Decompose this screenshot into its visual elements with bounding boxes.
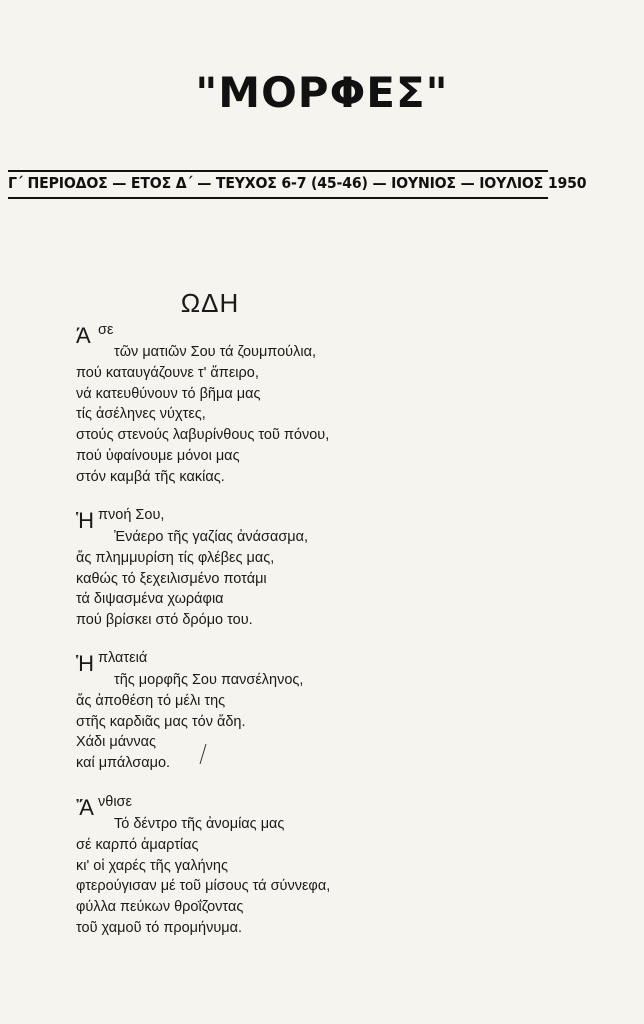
stanza-1 [76,320,476,488]
stanza-first-row [76,320,476,348]
stanza-4 [76,792,476,939]
stanza-2 [76,505,476,631]
poem-line: φύλλα πεύκων θροΐζοντας [76,899,244,916]
poem-line: πού βρίσκει στό δρόμο του. [76,612,253,629]
drop-cap: Ἄ [76,795,94,820]
poem-line: τίς ἀσέληνες νύχτες, [76,406,206,423]
pen-mark [198,742,208,766]
poem-line: στόν καμβά τῆς κακίας. [76,468,225,485]
poem-line: στούς στενούς λαβυρίνθους τοῦ πόνου, [76,427,330,444]
drop-cap: Ἡ [76,651,95,676]
stanza-first-row [76,792,476,820]
first-word: σε [98,322,114,338]
poem-line: πού καταυγάζουνε τ' ἄπειρο, [76,364,259,381]
poem-line: τῶν ματιῶν Σου τά ζουμπούλια, [114,344,316,360]
poem-line: καί μπάλσαμο. [76,755,171,772]
stanza-3 [76,648,476,774]
drop-cap: Ά [76,323,91,348]
poem-line: τά διψασμένα χωράφια [76,591,224,608]
poem-line: φτερούγισαν μέ τοῦ μίσους τά σύννεφα, [76,878,331,895]
stanza-first-row [76,648,476,676]
bottom-rule [8,197,548,199]
poem-line: τοῦ χαμοῦ τό προμήνυμα. [76,919,243,936]
poem-line: τῆς μορφῆς Σου πανσέληνος, [114,672,304,688]
poem-line: Χάδι μάννας [76,734,156,751]
poem-line: κι' οἱ χαρές τῆς γαλήνης [76,857,228,874]
masthead: "ΜΟΡΦΕΣ" [195,68,449,117]
poem-line: πού ὑφαίνουμε μόνοι μας [76,447,240,464]
first-word: πνοή Σου, [98,507,165,523]
poem-line: στῆς καρδιᾶς μας τόν ἄδη. [76,713,246,730]
stanza-first-row [76,505,476,533]
poem-line: νά κατευθύνουν τό βῆμα μας [76,385,261,402]
poem-line: καθώς τό ξεχειλισμένο ποτάμι [76,570,267,587]
first-word: νθισε [98,794,132,810]
poem-line: ἄς ἀποθέση τό μέλι της [76,692,226,709]
issue-line: Γ΄ ΠΕΡΙΟΔΟΣ — ΕΤΟΣ Δ΄ — ΤΕΥΧΟΣ 6-7 (45-46) — ΙΟΥΝΙΟΣ — ΙΟΥΛΙΟΣ 1950 [8,174,587,192]
drop-cap: Ἡ [76,508,95,533]
poem-line: Ἐνάερο τῆς γαζίας ἀνάσασμα, [114,529,309,545]
poem-line: Τό δέντρο τῆς ἀνομίας μας [114,816,285,832]
first-word: πλατειά [98,650,148,666]
poem-line: σέ καρπό ἁμαρτίας [76,836,199,853]
poem-title: ΩΔΗ [180,288,240,318]
poem-line: ἄς πλημμυρίση τίς φλέβες μας, [76,549,275,566]
top-rule [8,170,548,172]
